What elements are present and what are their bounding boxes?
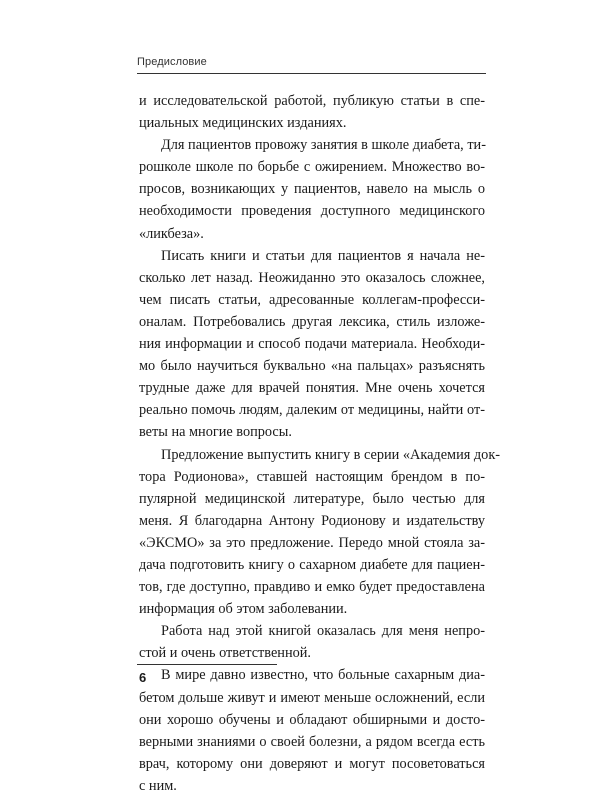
page-number: 6 [139,670,147,685]
text-line: с ним. [139,777,177,794]
text-line: рошколе школе по борьбе с ожирением. Множество во- [139,159,485,176]
text-line: В мире давно известно, что больные сахарным диа- [161,667,485,684]
text-line: меня. Я благодарна Антону Родионову и издательству [139,512,485,529]
text-line: сколько лет назад. Неожиданно это оказалось сложнее, [139,269,485,286]
text-line: дача подготовить книгу о сахарном диабете для пациен- [139,556,485,573]
text-line: врач, которому они доверяют и могут посоветоваться [139,755,485,772]
text-line: тора Родионова», ставшей настоящим брендом в по- [139,468,485,485]
text-line: мо было научиться буквально «на пальцах» разъяснять [139,358,485,375]
text-line: циальных медицинских изданиях. [139,115,347,132]
text-line: реально помочь людям, далеким от медицины, найти от- [139,402,485,419]
text-line: веты на многие вопросы. [139,424,292,441]
text-line: «ликбеза». [139,225,204,242]
text-line: просов, возникающих у пациентов, навело на мысль о [139,181,485,198]
text-line: бетом дольше живут и имеют меньше осложнений, если [139,689,485,706]
text-line: и исследовательской работой, публикую статьи в спе- [139,93,485,109]
text-line: информация об этом заболевании. [139,601,348,618]
text-line: Писать книги и статьи для пациентов я начала не- [161,247,485,264]
text-line: оналам. Потребовались другая лексика, стиль изложе- [139,313,485,330]
text-line: стой и очень ответственной. [139,645,311,662]
text-line: «ЭКСМО» за это предложение. Передо мной стояла за- [139,534,485,551]
body-text [139,90,501,797]
text-line: пулярной медицинской литературе, было честью для [139,490,485,507]
text-line: тов, где доступно, правдиво и емко будет предоставлена [139,579,485,596]
text-line: Для пациентов провожу занятия в школе диабета, ти- [161,137,486,154]
footer-rule [137,664,277,665]
text-line: верными знаниями о своей болезни, а рядом всегда есть [139,733,485,750]
text-line: они хорошо обучены и обладают обширными и досто- [139,711,485,728]
text-line: Предложение выпустить книгу в серии «Академия док- [161,446,501,463]
text-line: трудные даже для врачей понятия. Мне очень хочется [139,380,485,397]
header-rule [137,73,486,74]
text-line: чем писать статьи, адресованные коллегам-професси- [139,291,485,308]
text-line: Работа над этой книгой оказалась для меня непро- [161,623,485,640]
text-line: необходимости проведения доступного медицинского [139,203,485,220]
text-line: ния информации и способ подачи материала. Необходи- [139,336,485,353]
running-head: Предисловие [137,56,207,68]
